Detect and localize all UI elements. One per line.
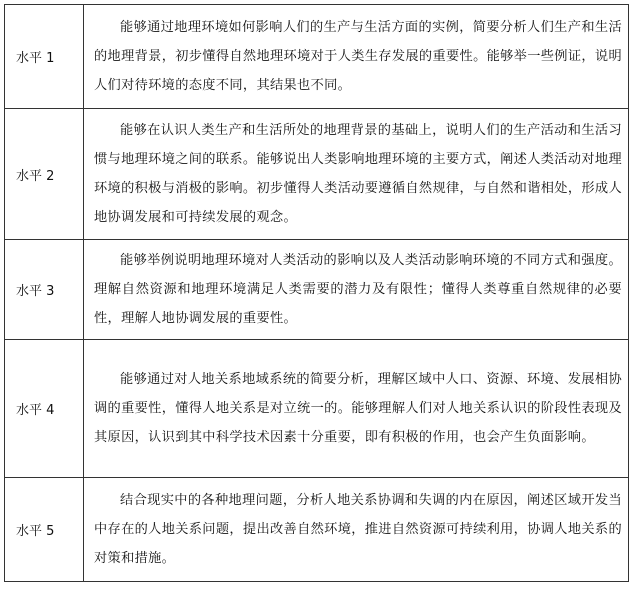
- level-label: 水平 2: [5, 109, 84, 240]
- level-label: 水平 5: [5, 478, 84, 582]
- level-description: 能够通过对人地关系地域系统的简要分析，理解区域中人口、资源、环境、发展相协调的重要性，懂得人地关系是对立统一的。能够理解人们对人地关系认识的阶段性表现及其原因，认识到其中科学技术因素十分重要，即有积极的作用，也会产生负面影响。: [84, 340, 629, 478]
- level-label: 水平 4: [5, 340, 84, 478]
- table-row: [5, 5, 629, 109]
- level-description: 能够举例说明地理环境对人类活动的影响以及人类活动影响环境的不同方式和强度。理解自然资源和地理环境满足人类需要的潜力及有限性；懂得人类尊重自然规律的必要性，理解人地协调发展的重要性。: [84, 240, 629, 340]
- level-description: 结合现实中的各种地理问题，分析人地关系协调和失调的内在原因，阐述区域开发当中存在的人地关系问题，提出改善自然环境，推进自然资源可持续利用，协调人地关系的对策和措施。: [84, 478, 629, 582]
- level-label: 水平 3: [5, 240, 84, 340]
- level-label: 水平 1: [5, 5, 84, 109]
- table-row: [5, 478, 629, 582]
- proficiency-levels-table: [4, 4, 629, 582]
- table-row: [5, 109, 629, 240]
- level-description: 能够通过地理环境如何影响人们的生产与生活方面的实例，简要分析人们生产和生活的地理背景，初步懂得自然地理环境对于人类生存发展的重要性。能够举一些例证，说明人们对待环境的态度不同，其结果也不同。: [84, 5, 629, 109]
- level-description: 能够在认识人类生产和生活所处的地理背景的基础上，说明人们的生产活动和生活习惯与地理环境之间的联系。能够说出人类影响地理环境的主要方式，阐述人类活动对地理环境的积极与消极的影响。初步懂得人类活动要遵循自然规律，与自然和谐相处，形成人地协调发展和可持续发展的观念。: [84, 109, 629, 240]
- table-row: [5, 240, 629, 340]
- table-row: [5, 340, 629, 478]
